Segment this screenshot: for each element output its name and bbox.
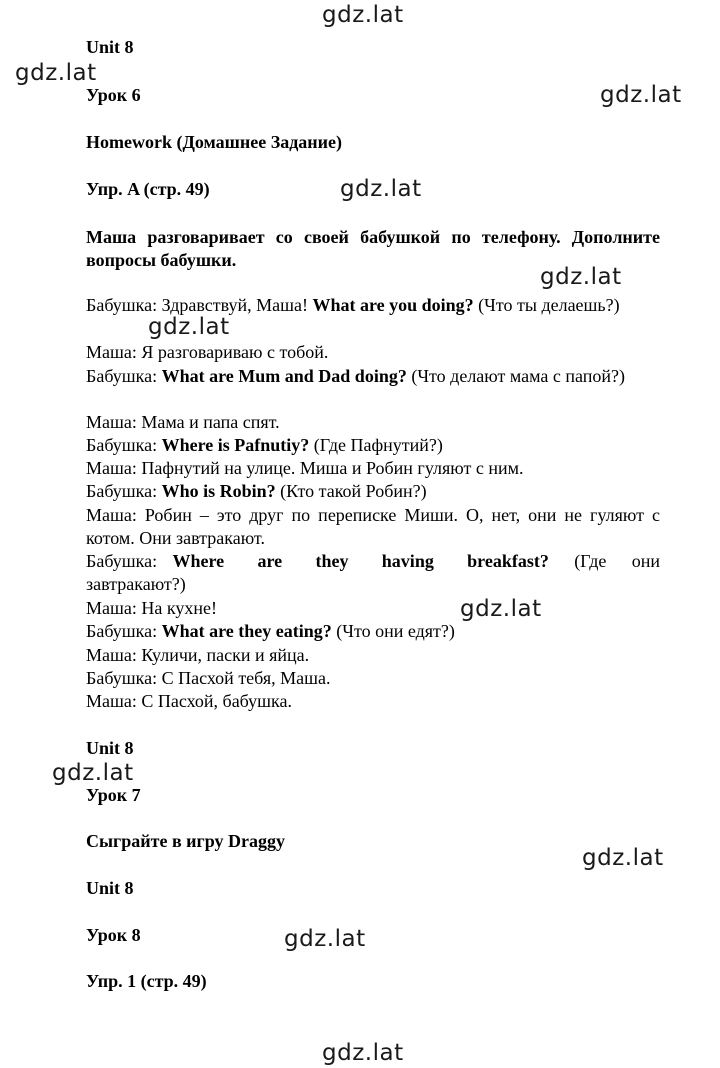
speaker-text: Маша: Куличи, паски и яйца. bbox=[86, 645, 310, 665]
speaker-text: Бабушка: bbox=[86, 481, 162, 501]
game-title: Сыграйте в игру Draggy bbox=[86, 831, 285, 851]
question-text: Where is Pafnutiy? bbox=[161, 435, 310, 455]
exercise-heading-a: Упр. A (стр. 49) bbox=[86, 179, 210, 199]
speaker-text: Бабушка: С Пасхой тебя, Маша. bbox=[86, 668, 331, 688]
homework-title: Homework (Домашнее Задание) bbox=[86, 132, 343, 152]
lesson-heading-3: Урок 8 bbox=[86, 925, 141, 945]
speaker-text: Маша: Робин – это друг по переписке Миши. О, нет, они не гуляют с котом. Они завтракают. bbox=[86, 505, 660, 548]
translation-text: (Что они едят?) bbox=[331, 621, 455, 641]
speaker-text: Бабушка: Здравствуй, Маша! bbox=[86, 295, 313, 315]
lesson-heading-1: Урок 6 bbox=[86, 85, 141, 105]
dialog-line bbox=[86, 690, 660, 713]
watermark-center-1: gdz.lat bbox=[340, 176, 422, 202]
speaker-text: Маша: На кухне! bbox=[86, 598, 217, 618]
unit-heading-2: Unit 8 bbox=[86, 738, 134, 758]
speaker-text: Маша: Я разговариваю с тобой. bbox=[86, 342, 329, 362]
translation-text: (Что делают мама с папой?) bbox=[406, 366, 625, 386]
dialog-line bbox=[86, 667, 660, 690]
dialog-line bbox=[86, 550, 660, 596]
watermark-right-3: gdz.lat bbox=[582, 845, 664, 871]
translation-text: (Кто такой Робин?) bbox=[275, 481, 427, 501]
exercise-heading-1: Упр. 1 (стр. 49) bbox=[86, 971, 207, 991]
dialog-line bbox=[86, 644, 660, 667]
question-text: What are they eating? bbox=[161, 621, 332, 641]
watermark-left-2: gdz.lat bbox=[148, 314, 230, 340]
speaker-text: Бабушка: bbox=[86, 621, 162, 641]
dialog-line bbox=[86, 341, 660, 364]
question-text: Where are they having breakfast? bbox=[172, 551, 549, 571]
speaker-text: Бабушка: bbox=[86, 551, 173, 571]
watermark-center-2: gdz.lat bbox=[460, 596, 542, 622]
watermark-center-3: gdz.lat bbox=[284, 926, 366, 952]
watermark-right-1: gdz.lat bbox=[600, 82, 682, 108]
speaker-text: Маша: Мама и папа спят. bbox=[86, 412, 280, 432]
unit-heading-1: Unit 8 bbox=[86, 37, 134, 57]
question-text: What are you doing? bbox=[312, 295, 474, 315]
question-text: Who is Robin? bbox=[161, 481, 276, 501]
dialog-line bbox=[86, 434, 660, 457]
dialog-line bbox=[86, 457, 660, 480]
watermark-bottom: gdz.lat bbox=[322, 1040, 404, 1066]
dialog-line bbox=[86, 365, 660, 388]
question-text: What are Mum and Dad doing? bbox=[161, 366, 407, 386]
dialog-line bbox=[86, 620, 660, 643]
watermark-top: gdz.lat bbox=[322, 2, 404, 28]
speaker-text: Бабушка: bbox=[86, 435, 162, 455]
unit-heading-3: Unit 8 bbox=[86, 878, 134, 898]
dialog-line bbox=[86, 504, 660, 550]
dialog-line bbox=[86, 480, 660, 503]
dialog-line bbox=[86, 294, 660, 317]
speaker-text: Маша: С Пасхой, бабушка. bbox=[86, 691, 292, 711]
translation-text: (Что ты делаешь?) bbox=[473, 295, 620, 315]
watermark-right-2: gdz.lat bbox=[540, 264, 622, 290]
translation-text: (Где Пафнутий?) bbox=[309, 435, 443, 455]
lesson-heading-2: Урок 7 bbox=[86, 785, 141, 805]
dialog-line bbox=[86, 411, 660, 434]
translation-text: (Где они завтракают?) bbox=[86, 551, 660, 594]
task-instruction: Маша разговаривает со своей бабушкой по телефону. Дополните вопросы бабушки. bbox=[86, 227, 660, 270]
watermark-left-1: gdz.lat bbox=[15, 60, 97, 86]
speaker-text: Бабушка: bbox=[86, 366, 162, 386]
dialog-line bbox=[86, 597, 660, 620]
speaker-text: Маша: Пафнутий на улице. Миша и Робин гуляют с ним. bbox=[86, 458, 524, 478]
watermark-left-3: gdz.lat bbox=[52, 760, 134, 786]
